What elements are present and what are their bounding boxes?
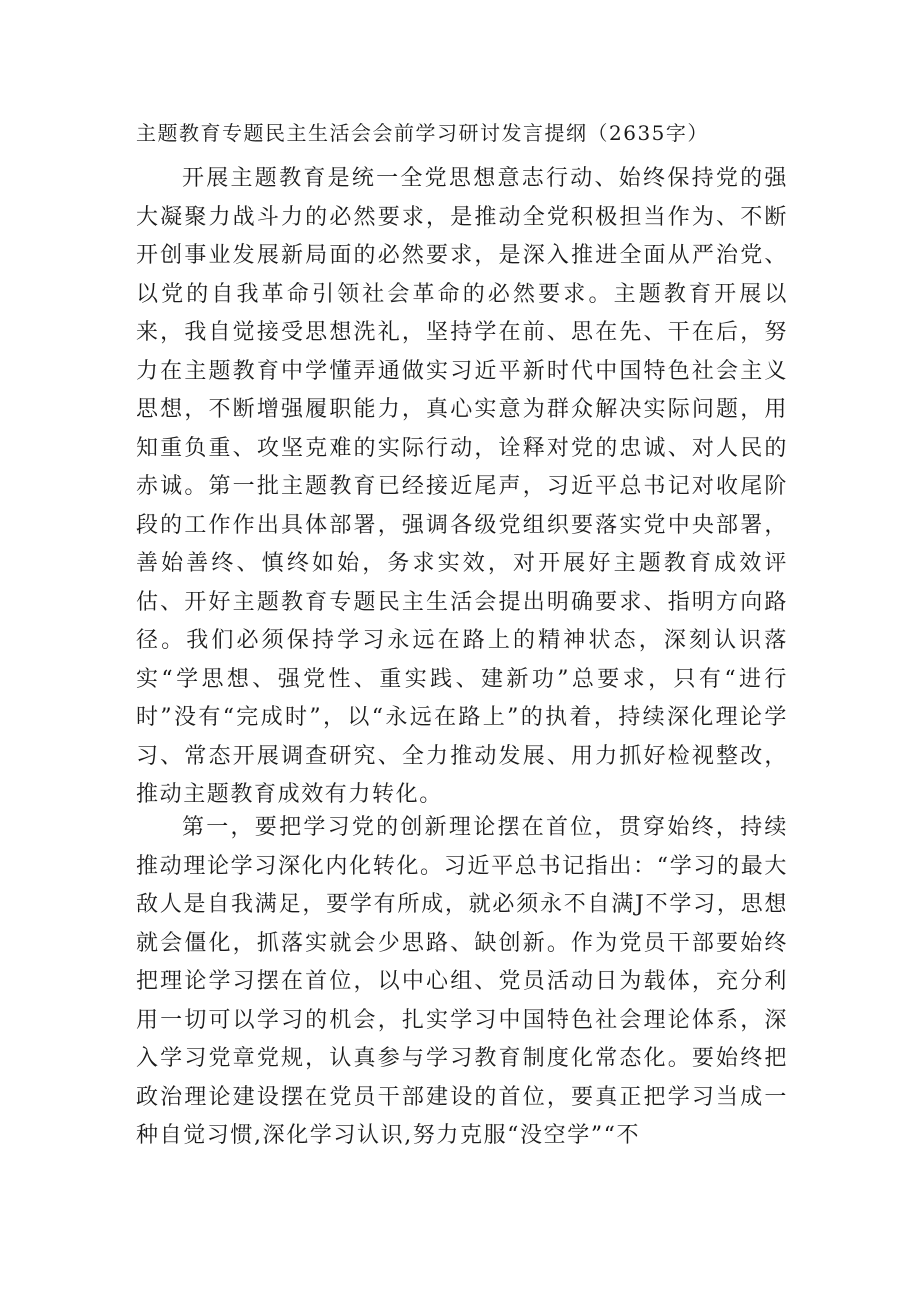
body-paragraph-first-point: 第一，要把学习党的创新理论摆在首位，贯穿始终，持续推动理论学习深化内化转化。习近平总书记指出：“学习的最大敌人是自我满足，要学有所成，就必须永不自满J不学习，思想就会僵化，抓落实就会少思路、缺创新。作为党员干部要始终把理论学习摆在首位，以中心组、党员活动日为载体，充分利用一切可以学习的机会，扎实学习中国特色社会理论体系，深入学习党章党规，认真参与学习教育制度化常态化。要始终把政治理论建设摆在党员干部建设的首位，要真正把学习当成一种自觉习惯,深化学习认识,努力克服“没空学”“不: [136, 815, 788, 1148]
body-paragraph-intro: 开展主题教育是统一全党思想意志行动、始终保持党的强大凝聚力战斗力的必然要求，是推动全党积极担当作为、不断开创事业发展新局面的必然要求，是深入推进全面从严治党、以党的自我革命引领社会革命的必然要求。主题教育开展以来，我自觉接受思想洗礼，坚持学在前、思在先、干在后，努力在主题教育中学懂弄通做实习近平新时代中国特色社会主义思想，不断增强履职能力，真心实意为群众解决实际问题，用知重负重、攻坚克难的实际行动，诠释对党的忠诚、对人民的赤诚。第一批主题教育已经接近尾声，习近平总书记对收尾阶段的工作作出具体部署，强调各级党组织要落实党中央部署，善始善终、慎终如始，务求实效，对开展好主题教育成效评估、开好主题教育专题民主生活会提出明确要求、指明方向路径。我们必须保持学习永远在路上的精神状态，深刻认识落实“学思想、强党性、重实践、建新功”总要求，只有“进行时”没有“完成时”，以“永远在路上”的执着，持续深化理论学习、常态开展调查研究、全力推动发展、用力抓好检视整改，推动主题教育成效有力转化。: [136, 166, 788, 807]
document-title: 主题教育专题民主生活会会前学习研讨发言提纲（2635字）: [136, 121, 709, 145]
